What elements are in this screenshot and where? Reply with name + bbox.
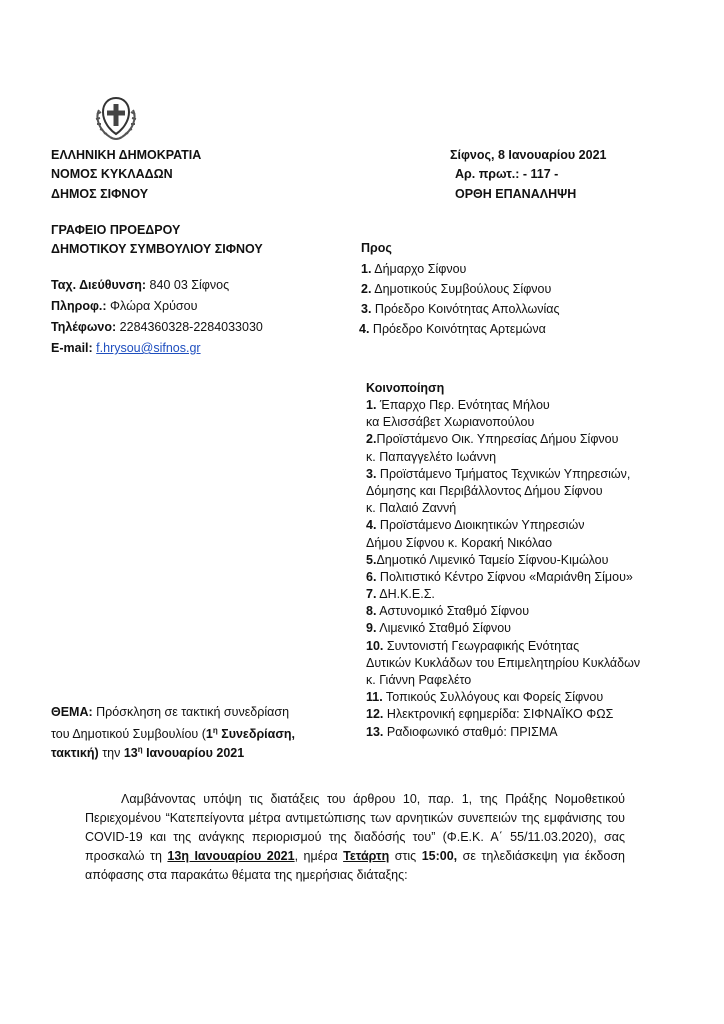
notification-list (366, 397, 640, 741)
notification-text: κ. Γιάννη Ραφελέτο (366, 673, 472, 687)
notification-number: 6. (366, 569, 377, 584)
notification-text: ΔΗ.Κ.Ε.Σ. (376, 587, 435, 602)
notification-item (366, 449, 640, 466)
notification-text: Δήμου Σίφνου κ. Κορακή Νικόλαο (366, 535, 553, 550)
recipient-2 (361, 281, 551, 297)
notification-text: Δυτικών Κυκλάδων του Επιμελητηρίου Κυκλάδων (366, 655, 641, 670)
notification-number: 1. (366, 398, 377, 412)
session-type: τακτική) (51, 746, 99, 761)
greek-emblem-icon (90, 92, 142, 144)
notification-text: Ηλεκτρονική εφημερίδα: ΣΙΦΝΑΪΚΟ ΦΩΣ (383, 707, 614, 722)
info-label: Πληροφ.: (51, 299, 107, 313)
notification-text: Αστυνομικό Σταθμό Σίφνου (376, 604, 530, 619)
notification-item (366, 724, 640, 741)
session-number: 1 (205, 727, 213, 742)
notification-item (366, 414, 640, 431)
office-name: ΓΡΑΦΕΙΟ ΠΡΟΕΔΡΟΥ (51, 223, 181, 237)
ordinal-suffix: η (212, 726, 218, 735)
notification-number: 2. (366, 432, 377, 447)
subject-line-1 (51, 704, 289, 720)
notification-text: Προϊστάμενο Διοικητικών Υπηρεσιών (376, 518, 585, 533)
contact-email (51, 340, 201, 356)
recipients-title: Προς (361, 241, 392, 255)
notification-item (366, 431, 640, 448)
header-municipality: ΔΗΜΟΣ ΣΙΦΝΟΥ (51, 187, 149, 201)
notification-number: 8. (366, 604, 377, 619)
notification-item (366, 655, 640, 672)
notification-number: 9. (366, 621, 377, 636)
recipient-number: 2. (361, 282, 372, 296)
meeting-day: Τετάρτη (343, 849, 390, 863)
notification-number: 10. (366, 638, 384, 653)
notification-number: 13. (366, 724, 384, 739)
info-value: Φλώρα Χρύσου (106, 299, 198, 313)
notification-number: 5. (366, 552, 377, 567)
notification-item (366, 706, 640, 723)
session-day: 13 (123, 746, 138, 761)
notification-item (366, 569, 640, 586)
notification-item (366, 689, 640, 706)
recipient-number: 3. (361, 302, 372, 316)
notification-item (366, 638, 640, 655)
notification-item (366, 517, 640, 534)
header-prefecture: ΝΟΜΟΣ ΚΥΚΛΑΔΩΝ (51, 167, 173, 181)
subject-text: Πρόσκληση σε τακτική συνεδρίαση (92, 705, 290, 719)
recipient-4 (359, 321, 546, 337)
notification-text: Έπαρχο Περ. Ενότητας Μήλου (376, 398, 550, 412)
notification-text: Δόμησης και Περιβάλλοντος Δήμου Σίφνου (366, 483, 603, 498)
address-label: Ταχ. Διεύθυνση: (51, 278, 147, 292)
ordinal-suffix: η (137, 745, 143, 754)
notification-text: Τοπικούς Συλλόγους και Φορείς Σίφνου (382, 690, 604, 705)
subject-text: του Δημοτικού Συμβουλίου ( (51, 727, 206, 742)
subject-label: ΘΕΜΑ: (51, 705, 93, 719)
recipient-text: Δήμαρχο Σίφνου (371, 262, 467, 276)
notification-text: κ. Παπαγγελέτο Ιωάννη (366, 449, 497, 464)
notification-number: 12. (366, 707, 384, 722)
header-republic: ΕΛΛΗΝΙΚΗ ΔΗΜΟΚΡΑΤΙΑ (51, 148, 202, 162)
notification-text: Προϊστάμενο Τμήματος Τεχνικών Υπηρεσιών, (376, 466, 631, 481)
contact-phone (51, 319, 263, 335)
recipient-3 (361, 301, 560, 317)
email-label: E-mail: (51, 341, 93, 355)
body-paragraph (85, 790, 625, 885)
notification-text: κ. Παλαιό Ζαννή (366, 501, 457, 516)
body-text: σε τηλεδιάσκεψη για έκδοση απόφασης στα παρακάτω θέματα της ημερήσιας διάταξης: (85, 849, 625, 882)
notification-item (366, 586, 640, 603)
notification-number: 3. (366, 466, 377, 481)
notification-item (366, 603, 640, 620)
contact-address (51, 277, 229, 293)
notification-text: Λιμενικό Σταθμό Σίφνου (376, 621, 512, 636)
notification-number: 11. (366, 690, 383, 705)
phone-value: 2284360328-2284033030 (116, 320, 263, 334)
notification-item (366, 483, 640, 500)
recipient-1 (361, 261, 466, 277)
notification-item (366, 466, 640, 483)
contact-info (51, 298, 197, 314)
notification-text: Πολιτιστικό Κέντρο Σίφνου «Μαριάνθη Σίμου» (376, 569, 633, 584)
phone-label: Τηλέφωνο: (51, 320, 117, 334)
notification-item (366, 397, 640, 414)
body-text: , ημέρα (294, 849, 344, 863)
recipient-text: Πρόεδρο Κοινότητας Απολλωνίας (371, 302, 560, 316)
notification-item (366, 500, 640, 517)
subject-line-2 (51, 723, 295, 742)
session-word: Συνεδρίαση, (217, 727, 295, 742)
notification-text: Προϊστάμενο Οικ. Υπηρεσίας Δήμου Σίφνου (376, 432, 619, 447)
notification-text: Ραδιοφωνικό σταθμό: ΠΡΙΣΜΑ (383, 724, 558, 739)
document-date: Σίφνος, 8 Ιανουαρίου 2021 (450, 148, 607, 162)
body-text: Λαμβάνοντας υπόψη τις διατάξεις του άρθρου 10, παρ. 1, της Πράξης Νομοθετικού Περιεχομένου “Κατεπείγοντα μέτρα αντιμετώπισης των αρνητικών συνεπειών της εμφάνισης του COVID-19 και της ανάγκης περιορισμού της διαδόσής του” (Φ.Ε.Κ. Α΄ 55/11.03.2020), σας προσκαλώ τη (85, 792, 625, 863)
notification-text: Συντονιστή Γεωγραφικής Ενότητας (383, 638, 580, 653)
recipient-text: Δημοτικούς Συμβούλους Σίφνου (371, 282, 552, 296)
notification-text: Δημοτικό Λιμενικό Ταμείο Σίφνου-Κιμώλου (376, 552, 609, 567)
recipient-text: Πρόεδρο Κοινότητας Αρτεμώνα (369, 322, 546, 336)
subject-text: την (98, 746, 124, 761)
notification-number: 4. (366, 518, 377, 533)
notification-item (366, 535, 640, 552)
recipient-number: 4. (359, 322, 370, 336)
session-date: Ιανουαρίου 2021 (142, 746, 245, 761)
address-value: 840 03 Σίφνος (146, 278, 230, 292)
notification-item (366, 552, 640, 569)
notification-number: 7. (366, 587, 377, 602)
office-council: ΔΗΜΟΤΙΚΟΥ ΣΥΜΒΟΥΛΙΟΥ ΣΙΦΝΟΥ (51, 242, 263, 256)
meeting-time: 15:00, (421, 849, 458, 863)
recipient-number: 1. (361, 262, 372, 276)
protocol-number: Αρ. πρωτ.: - 117 - (455, 167, 559, 181)
email-link[interactable]: f.hrysou@sifnos.gr (96, 341, 201, 355)
meeting-date: 13η Ιανουαρίου 2021 (167, 849, 295, 863)
notification-title: Κοινοποίηση (366, 381, 445, 395)
notification-item (366, 620, 640, 637)
repeat-notice: ΟΡΘΗ ΕΠΑΝΑΛΗΨΗ (455, 187, 577, 201)
body-text: στις (389, 849, 422, 863)
notification-text: κα Ελισσάβετ Χωριανοπούλου (366, 415, 535, 430)
subject-line-3 (51, 742, 244, 761)
notification-item (366, 672, 640, 689)
